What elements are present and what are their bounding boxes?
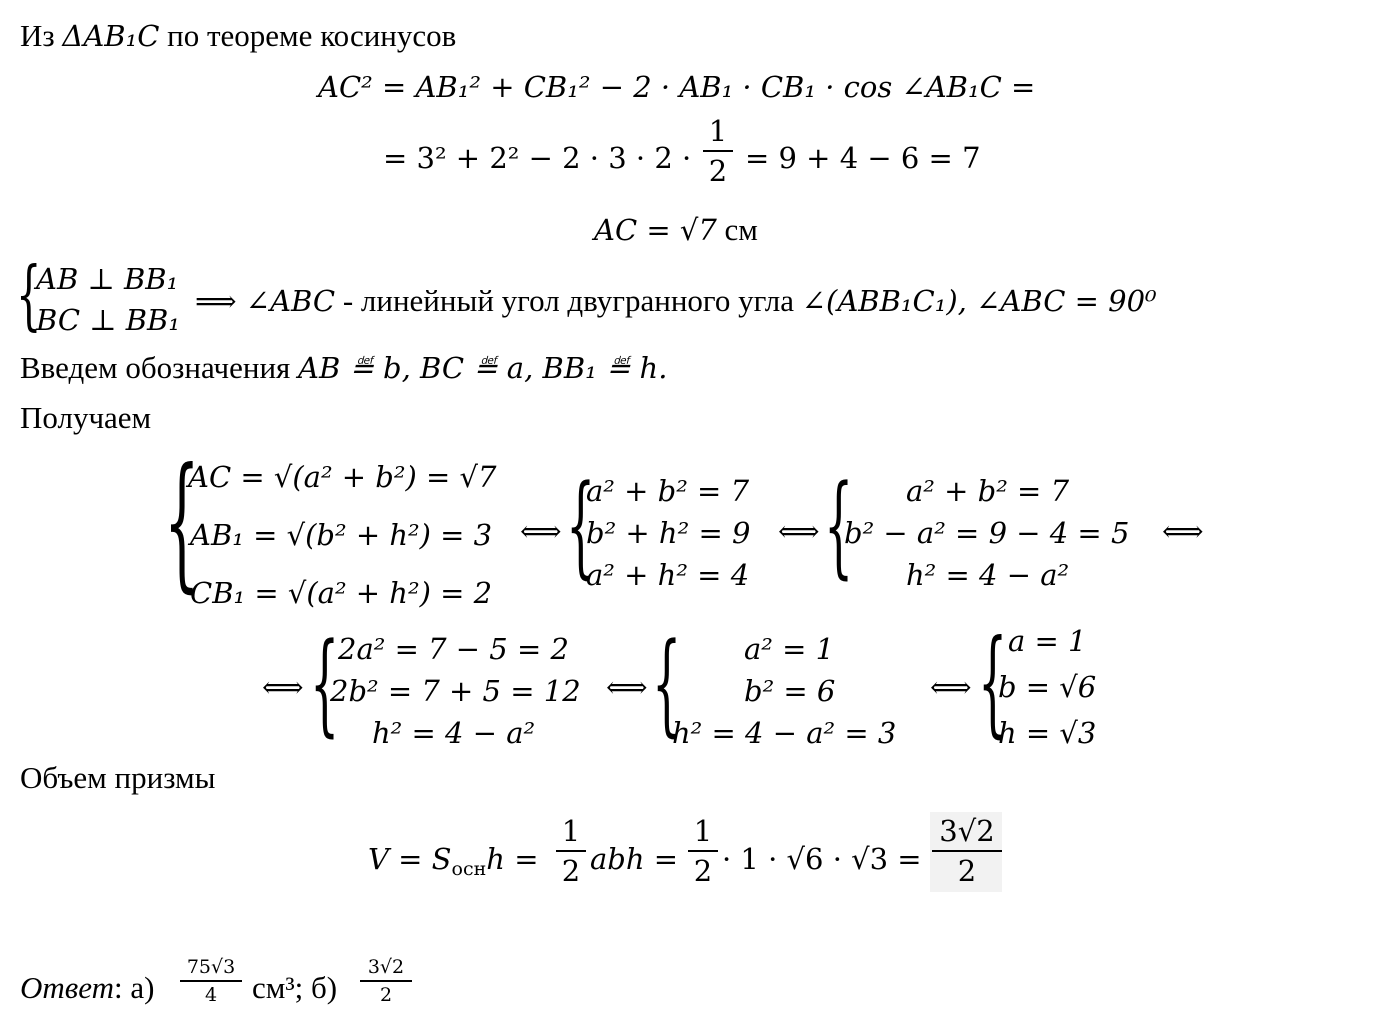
intro-line	[20, 18, 456, 54]
system5-row-3: h² = 4 − a² = 3	[672, 716, 897, 750]
fraction-bar	[688, 850, 718, 852]
equiv-6: ⟺	[930, 670, 972, 704]
fraction-numerator: 1	[708, 114, 728, 148]
volume-half-fraction-1	[556, 814, 586, 888]
volume-sub: осн	[451, 858, 487, 880]
fraction-denominator: 2	[379, 983, 393, 1006]
equiv-5: ⟺	[606, 670, 648, 704]
system5-row-1: a² = 1	[744, 632, 835, 666]
system4-brace: {	[310, 618, 340, 748]
equiv-2: ⟺	[778, 514, 820, 548]
volume-h: h =	[486, 842, 539, 876]
notation-text: Введем обозначения	[20, 350, 299, 385]
perp-system-brace: {	[16, 252, 42, 340]
fraction-numerator: 3√2	[939, 814, 995, 848]
system2-brace: {	[566, 460, 596, 590]
equiv-3: ⟺	[1162, 514, 1204, 548]
volume-lhs	[368, 842, 539, 880]
system4-row-3: h² = 4 − a²	[372, 716, 536, 750]
cosine-law-line1: AC² = AB₁² + CB₁² − 2 · AB₁ · CB₁ · cos ∠AB₁C =	[318, 70, 1036, 104]
volume-abh: abh =	[590, 842, 679, 876]
fraction-numerator: 1	[693, 814, 713, 848]
perp-angle: ∠(ABB₁C₁), ∠ABC = 90⁰	[801, 284, 1157, 318]
get-label: Получаем	[20, 400, 152, 435]
answer-a-unit: см³; б)	[252, 970, 338, 1005]
fraction-bar	[932, 850, 1002, 852]
intro-text-after: по теореме косинусов	[159, 18, 457, 53]
volume-result-fraction	[932, 814, 1002, 888]
system1-brace: {	[164, 439, 200, 608]
fraction-numerator: 3√2	[367, 956, 405, 978]
fraction-bar	[703, 150, 733, 152]
answer-colon: : а)	[113, 970, 155, 1005]
equiv-1: ⟺	[520, 514, 562, 548]
ac-result-math: AC = √7	[594, 213, 717, 247]
volume-lhs-v: V = S	[368, 842, 452, 876]
system6-row-2: b = √6	[998, 670, 1097, 704]
perp-statement	[195, 283, 1157, 319]
system5-row-2: b² = 6	[744, 674, 836, 708]
perp-text: - линейный угол двугранного угла	[335, 283, 802, 318]
system3-row-2: b² − a² = 9 − 4 = 5	[844, 516, 1130, 550]
cosine-law-fraction	[703, 114, 733, 188]
cosine-law-line2-left: = 3² + 2² − 2 · 3 · 2 ·	[383, 141, 692, 175]
answer-b-fraction	[360, 956, 412, 1006]
system1-row-2: AB₁ = √(b² + h²) = 3	[190, 518, 493, 552]
answer-line	[20, 970, 154, 1006]
answer-label: Ответ	[20, 970, 114, 1005]
system2-row-1: a² + b² = 7	[586, 474, 750, 508]
fraction-numerator: 75√3	[186, 956, 236, 978]
equiv-4: ⟺	[262, 670, 304, 704]
perp-row-2: BC ⊥ BB₁	[36, 303, 180, 337]
system3-row-3: h² = 4 − a²	[906, 558, 1070, 592]
fraction-bar	[556, 850, 586, 852]
system4-row-2: 2b² = 7 + 5 = 12	[330, 674, 581, 708]
system3-brace: {	[824, 460, 854, 590]
fraction-denominator: 2	[693, 854, 713, 888]
system5-brace: {	[652, 618, 682, 748]
volume-half-fraction-2	[688, 814, 718, 888]
fraction-denominator: 2	[708, 154, 728, 188]
volume-middle: · 1 · √6 · √3 =	[722, 842, 922, 876]
answer-a-fraction	[180, 956, 242, 1006]
ac-result-unit: см	[716, 212, 758, 247]
notation-line	[20, 350, 667, 386]
fraction-denominator: 4	[204, 983, 218, 1006]
cosine-law-line2-right: = 9 + 4 − 6 = 7	[745, 141, 981, 175]
system2-row-2: b² + h² = 9	[586, 516, 751, 550]
system2-row-3: a² + h² = 4	[586, 558, 750, 592]
fraction-bar	[360, 980, 412, 982]
triangle-label: ΔAB₁C	[62, 19, 160, 53]
ac-result	[594, 212, 758, 248]
system1-row-1: AC = √(a² + b²) = √7	[188, 460, 497, 494]
system6-brace: {	[978, 614, 1008, 749]
notation-math: AB ≝ b, BC ≝ a, BB₁ ≝ h.	[298, 351, 668, 385]
perp-implies: ⟹ ∠ABC	[195, 284, 336, 318]
fraction-numerator: 1	[561, 814, 581, 848]
system4-row-1: 2a² = 7 − 5 = 2	[338, 632, 569, 666]
fraction-bar	[180, 980, 242, 982]
perp-row-1: AB ⊥ BB₁	[36, 262, 179, 296]
volume-label: Объем призмы	[20, 760, 216, 795]
fraction-denominator: 2	[561, 854, 581, 888]
fraction-denominator: 2	[957, 854, 977, 888]
system1-row-3: CB₁ = √(a² + h²) = 2	[190, 576, 493, 610]
system3-row-1: a² + b² = 7	[906, 474, 1070, 508]
system6-row-1: a = 1	[1008, 624, 1087, 658]
intro-text-before: Из	[20, 18, 63, 53]
system6-row-3: h = √3	[998, 716, 1097, 750]
